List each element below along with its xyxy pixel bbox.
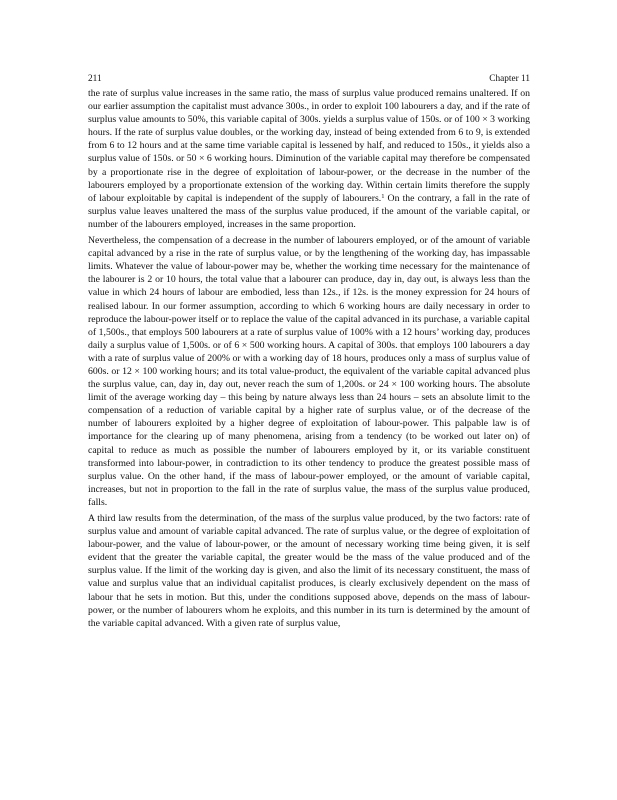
book-page bbox=[88, 74, 530, 633]
paragraph-1-text-a: the rate of surplus value increases in the same ratio, the mass of surplus value produced remains unaltered. If on our earlier assumption the capitalist must advance 300s., in order to exploit 100 labourers a day, and if the rate of surplus value amounts to 50%, this variable capital of 300s. yields a surplus value of 150s. or of 100 × 3 working hours. If the rate of surplus value doubles, or the working day, instead of being extended from 6 to 9, is extended from 6 to 12 hours and at the same time variable capital is lessened by half, and reduced to 150s., it yields also a surplus value of 150s. or 50 × 6 working hours. Diminution of the variable capital may therefore be compensated by a proportionate rise in the degree of exploitation of labour-power, or the decrease in the number of the labourers employed by a proportionate extension of the working day. Within certain limits therefore the supply of labour exploitable by capital is independent of the supply of labourers. bbox=[88, 88, 530, 204]
paragraph-2: Nevertheless, the compensation of a decrease in the number of labourers employed, or of the amount of variable capital advanced by a rise in the rate of surplus value, or by the lengthening of the working day, has impassable limits. Whatever the value of labour-power may be, whether the working time necessary for the maintenance of the labourer is 2 or 10 hours, the total value that a labourer can produce, day in, day out, is always less than the value in which 24 hours of labour are embodied, less than 12s., if 12s. is the money expression for 24 hours of realised labour. In our former assumption, according to which 6 working hours are daily necessary in order to reproduce the labour-power itself or to replace the value of the capital advanced in its purchase, a variable capital of 1,500s., that employs 500 labourers at a rate of surplus value of 100% with a 12 hours’ working day, produces daily a surplus value of 1,500s. or of 6 × 500 working hours. A capital of 300s. that employs 100 labourers a day with a rate of surplus value of 200% or with a working day of 18 hours, produces only a mass of surplus value of 600s. or 12 × 100 working hours; and its total value-product, the equivalent of the variable capital advanced plus the surplus value, can, day in, day out, never reach the sum of 1,200s. or 24 × 100 working hours. The absolute limit of the average working day – this being by nature always less than 24 hours – sets an absolute limit to the compensation of a reduction of variable capital by a higher rate of surplus value, or of the decrease of the number of labourers exploited by a higher degree of exploitation of labour-power. This palpable law is of importance for the clearing up of many phenomena, arising from a tendency (to be worked out later on) of capital to reduce as much as possible the number of labourers employed by it, or its variable constituent transformed into labour-power, in contradiction to its other tendency to produce the greatest possible mass of surplus value. On the other hand, if the mass of labour-power employed, or the amount of variable capital, increases, but not in proportion to the fall in the rate of surplus value, the mass of the surplus value produced, falls. bbox=[88, 235, 530, 508]
page-number: 211 bbox=[88, 74, 102, 84]
chapter-label: Chapter 11 bbox=[489, 74, 530, 84]
paragraph-3: A third law results from the determination, of the mass of the surplus value produced, by the two factors: rate of surplus value and amount of variable capital advanced. The rate of surplus value, or the degree of exploitation of labour-power, and the value of labour-power, or the amount of necessary working time being given, it is self evident that the greater the variable capital, the greater would be the mass of the value produced and of the surplus value. If the limit of the working day is given, and also the limit of its necessary constituent, the mass of value and surplus value that an individual capitalist produces, is clearly exclusively dependent on the mass of labour that he sets in motion. But this, under the conditions supposed above, depends on the mass of labour-power, or the number of labourers whom he exploits, and this number in its turn is determined by the amount of the variable capital advanced. With a given rate of surplus value, bbox=[88, 513, 530, 629]
footnote-reference[interactable]: 1 bbox=[381, 192, 385, 200]
paragraph-1 bbox=[88, 87, 530, 231]
running-header bbox=[88, 74, 530, 85]
paragraph-1-text-b: On the contrary, a fall in the rate of surplus value leaves unaltered the mass of the surplus value produced, if the amount of the variable capital, or number of the labourers employed, increases in the same proportion. bbox=[88, 192, 531, 230]
